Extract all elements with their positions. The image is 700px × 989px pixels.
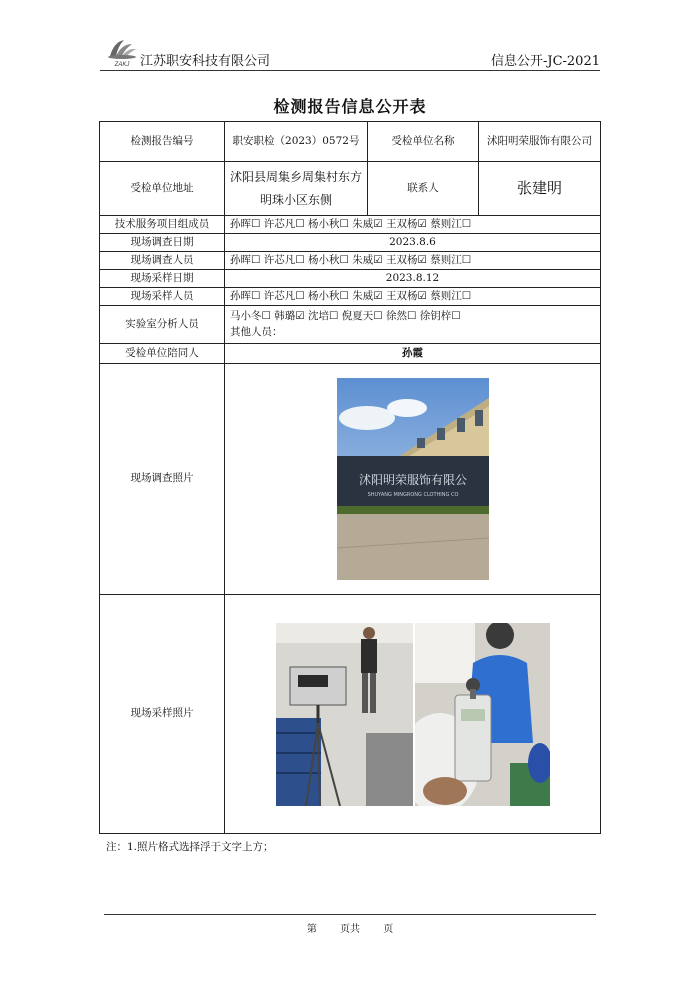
- report-no-value: 职安职检（2023）0572号: [225, 122, 368, 162]
- table-row: [100, 252, 601, 270]
- table-row: [100, 288, 601, 306]
- table-row: [100, 234, 601, 252]
- photo-sign-text: 沭阳明荣服饰有限公: [358, 473, 467, 487]
- company-name: 江苏职安科技有限公司: [140, 54, 271, 69]
- footnote: 注：1.照片格式选择浮于文字上方；: [106, 841, 274, 853]
- survey-photo-label: 现场调查照片: [100, 364, 225, 595]
- company-logo: [102, 36, 142, 68]
- address-label: 受检单位地址: [100, 162, 225, 216]
- survey-photo-cell: [225, 364, 601, 595]
- page-of-label: 页共: [340, 924, 360, 935]
- table-row: [100, 162, 601, 216]
- page-label: 第: [306, 924, 317, 935]
- sampling-photos: [230, 623, 595, 806]
- logo-text: ZAKJ: [114, 62, 130, 68]
- footer-divider: [104, 914, 596, 915]
- contact-label: 联系人: [368, 162, 479, 216]
- table-row: [100, 306, 601, 344]
- report-no-label: 检测报告编号: [100, 122, 225, 162]
- sampling-photo-label: 现场采样照片: [100, 595, 225, 834]
- team-label: 技术服务项目组成员: [100, 216, 225, 234]
- sampling-photo-right: [415, 623, 550, 806]
- table-row: [100, 270, 601, 288]
- sampling-staff-label: 现场采样人员: [100, 288, 225, 306]
- sampling-date-value: 2023.8.12: [225, 270, 601, 288]
- document-code: 信息公开-JC-2021: [490, 54, 600, 69]
- sampling-photo-cell: [225, 595, 601, 834]
- survey-date-value: 2023.8.6: [225, 234, 601, 252]
- survey-staff-value: 孙晖☐ 许芯凡☐ 杨小秋☐ 朱威☑ 王双杨☑ 蔡则江☐: [225, 252, 601, 270]
- lab-cell: [225, 306, 601, 344]
- sampling-photo-left: [276, 623, 413, 806]
- lab-staff: 马小冬☐ 韩璐☑ 沈培☐ 倪夏天☐ 徐然☐ 徐钥梓☐: [230, 310, 461, 323]
- client-label: 受检单位名称: [368, 122, 479, 162]
- table-row: [100, 595, 601, 834]
- lab-other-staff: 其他人员：: [230, 325, 283, 338]
- table-row: [100, 364, 601, 595]
- page-header: [100, 36, 600, 71]
- lab-label: 实验室分析人员: [100, 306, 225, 344]
- table-row: [100, 344, 601, 364]
- client-value: 沭阳明荣服饰有限公司: [479, 122, 601, 162]
- page-number: [0, 920, 700, 935]
- page-title: 检测报告信息公开表: [273, 97, 427, 116]
- survey-staff-label: 现场调查人员: [100, 252, 225, 270]
- table-row: [100, 216, 601, 234]
- report-table: [99, 121, 601, 834]
- address-value: 沭阳县周集乡周集村东方明珠小区东侧: [225, 162, 368, 216]
- table-row: [100, 122, 601, 162]
- survey-photo: [337, 378, 489, 580]
- sampling-date-label: 现场采样日期: [100, 270, 225, 288]
- photo-sign-sub: SHUYANG MINGRONG CLOTHING CO: [367, 492, 458, 498]
- team-value: 孙晖☐ 许芯凡☐ 杨小秋☐ 朱威☑ 王双杨☑ 蔡则江☐: [225, 216, 601, 234]
- page-end-label: 页: [383, 924, 394, 935]
- sampling-staff-value: 孙晖☐ 许芯凡☐ 杨小秋☐ 朱威☑ 王双杨☑ 蔡则江☐: [225, 288, 601, 306]
- survey-date-label: 现场调查日期: [100, 234, 225, 252]
- escort-value: 孙霞: [225, 344, 601, 364]
- contact-value: 张建明: [479, 162, 601, 216]
- escort-label: 受检单位陪同人: [100, 344, 225, 364]
